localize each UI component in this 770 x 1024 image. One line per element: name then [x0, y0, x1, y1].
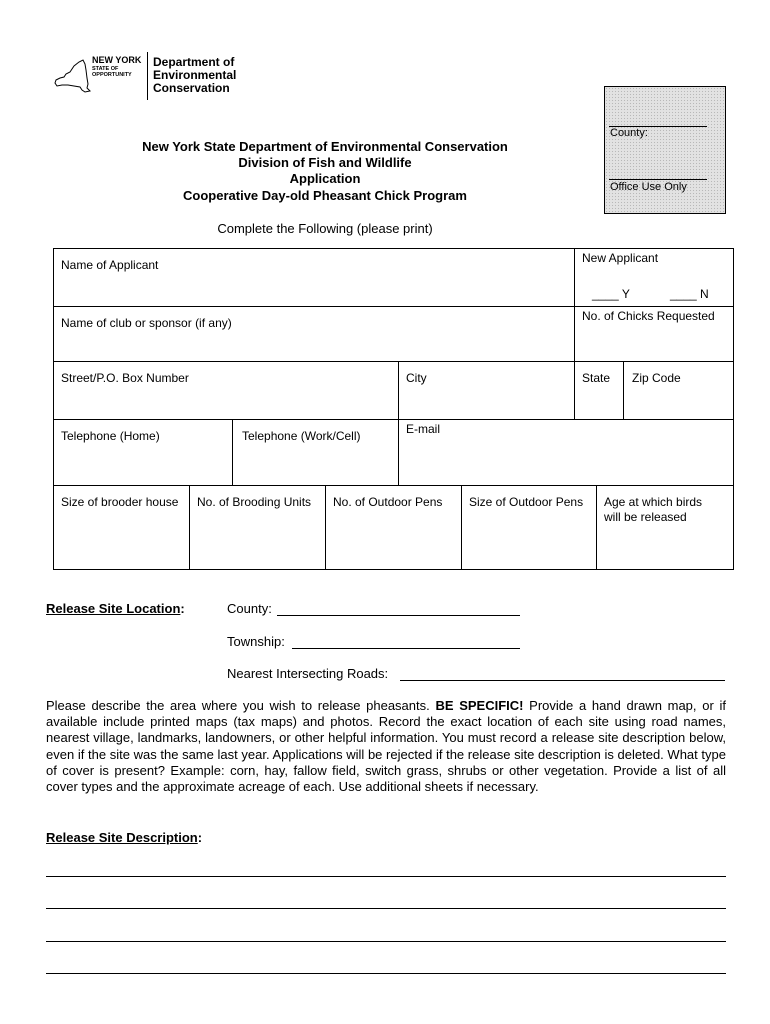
- street-field[interactable]: Street/P.O. Box Number: [61, 371, 189, 385]
- grid-line: [574, 248, 575, 419]
- city-field[interactable]: City: [406, 371, 427, 385]
- logo-department-name: [153, 56, 236, 95]
- release-township-label: Township:: [227, 634, 285, 649]
- release-site-description-label: Release Site Description: [46, 830, 198, 845]
- outdoor-pen-size-field[interactable]: Size of Outdoor Pens: [469, 495, 584, 509]
- office-use-label: Office Use Only: [610, 181, 687, 193]
- title-division: Division of Fish and Wildlife: [238, 155, 412, 170]
- title-department: New York State Department of Environmental Conservation: [142, 139, 508, 154]
- grid-line: [232, 419, 233, 485]
- release-site-location-colon: :: [180, 601, 185, 616]
- para-rest: Provide a hand drawn map, or if available include printed maps (tax maps) and photos. Record the exact location of each site using road names, nearest village, landmarks, landowners, or other helpful information. You must record a release site description below, even if the site was the same last year. Applications will be rejected if the release site description is deleted. What type of cover is present? Example: corn, hay, fallow field, switch grass, shrubs or other vegetation. Provide a list of all cover types and the approximate acreage of each. Use additional sheets if necessary.: [46, 698, 726, 795]
- new-york-state-map-icon: [52, 54, 92, 98]
- office-county-label: County:: [610, 127, 648, 139]
- grid-line: [53, 569, 734, 570]
- grid-line: [596, 485, 597, 569]
- zip-code-field[interactable]: Zip Code: [632, 371, 681, 385]
- para-start: Please describe the area where you wish to release pheasants.: [46, 698, 436, 713]
- release-site-location-label: Release Site Location: [46, 601, 181, 616]
- logo-state-tagline: [92, 66, 132, 78]
- outdoor-pens-field[interactable]: No. of Outdoor Pens: [333, 495, 443, 509]
- logo-tagline-line-1: STATE OF: [92, 66, 119, 72]
- logo-tagline-line-2: OPPORTUNITY: [92, 72, 132, 78]
- chicks-requested-field[interactable]: No. of Chicks Requested: [582, 309, 715, 323]
- new-applicant-label: New Applicant: [582, 251, 659, 265]
- state-field[interactable]: State: [582, 371, 611, 385]
- release-county-input[interactable]: [277, 615, 520, 616]
- release-site-description-heading: [46, 830, 202, 845]
- release-township-input[interactable]: [292, 648, 520, 649]
- para-be-specific: BE SPECIFIC!: [435, 698, 524, 713]
- title-program: Cooperative Day-old Pheasant Chick Program: [183, 188, 467, 203]
- grid-line: [53, 419, 734, 420]
- logo-divider: [147, 52, 148, 100]
- grid-line: [53, 248, 734, 249]
- description-line-1[interactable]: [46, 876, 726, 877]
- description-line-3[interactable]: [46, 941, 726, 942]
- logo-dept-line-2: Environmental: [153, 68, 237, 82]
- release-age-field[interactable]: Age at which birds will be released: [604, 495, 703, 524]
- grid-line: [461, 485, 462, 569]
- grid-line: [325, 485, 326, 569]
- description-line-2[interactable]: [46, 908, 726, 909]
- office-use-box: [604, 86, 726, 214]
- telephone-work-field[interactable]: Telephone (Work/Cell): [242, 429, 361, 443]
- grid-line: [733, 248, 734, 569]
- logo-dept-line-3: Conservation: [153, 81, 230, 95]
- new-applicant-no-option[interactable]: ____ N: [670, 287, 709, 301]
- description-line-4[interactable]: [46, 973, 726, 974]
- release-county-label: County:: [227, 601, 272, 616]
- grid-line: [53, 306, 734, 307]
- grid-line: [398, 361, 399, 485]
- form-instruction: Complete the Following (please print): [217, 221, 433, 236]
- telephone-home-field[interactable]: Telephone (Home): [61, 429, 160, 443]
- release-instructions-paragraph: [46, 698, 726, 795]
- logo-dept-line-1: Department of: [153, 55, 235, 69]
- release-roads-input[interactable]: [400, 680, 725, 681]
- name-of-applicant-field[interactable]: Name of Applicant: [61, 258, 159, 272]
- dec-logo: [52, 50, 252, 102]
- release-site-location-heading: [46, 601, 185, 616]
- email-field[interactable]: E-mail: [406, 422, 441, 436]
- brooder-size-field[interactable]: Size of brooder house: [61, 495, 179, 509]
- release-site-description-colon: :: [197, 830, 203, 845]
- grid-line: [189, 485, 190, 569]
- grid-line: [53, 248, 54, 569]
- brooding-units-field[interactable]: No. of Brooding Units: [197, 495, 312, 509]
- grid-line: [53, 361, 734, 362]
- title-application: Application: [289, 171, 361, 186]
- club-sponsor-field[interactable]: Name of club or sponsor (if any): [61, 316, 232, 330]
- grid-line: [53, 485, 734, 486]
- new-applicant-yes-option[interactable]: ____ Y: [592, 287, 630, 301]
- grid-line: [623, 361, 624, 419]
- logo-state-name: NEW YORK: [92, 55, 142, 65]
- office-use-line: [609, 179, 707, 180]
- release-roads-label: Nearest Intersecting Roads:: [227, 666, 389, 681]
